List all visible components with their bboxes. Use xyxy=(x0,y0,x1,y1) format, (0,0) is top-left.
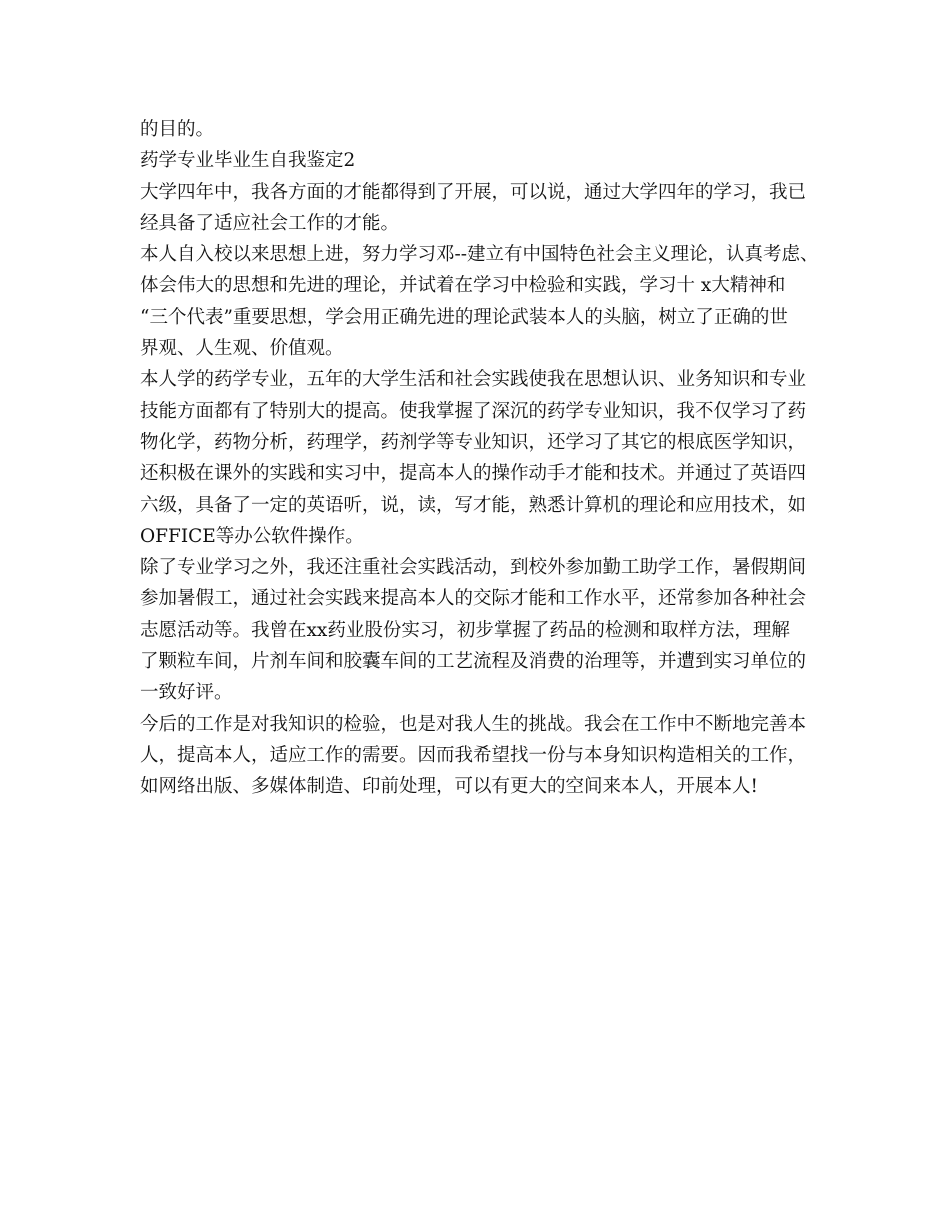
text-line: 参加暑假工，通过社会实践来提高本人的交际才能和工作水平，还常参加各种社会 xyxy=(140,588,807,610)
text-line: 大学四年中，我各方面的才能都得到了开展，可以说，通过大学四年的学习，我已 xyxy=(140,181,807,203)
text-line: 人，提高本人，适应工作的需要。因而我希望找一份与本身知识构造相关的工作， xyxy=(140,744,807,766)
text-line: 志愿活动等。我曾在xx药业股份实习，初步掌握了药品的检测和取样方法，理解 xyxy=(140,619,790,641)
text-line: 还积极在课外的实践和实习中，提高本人的操作动手才能和技术。并通过了英语四 xyxy=(140,463,807,485)
text-line: “三个代表”重要思想，学会用正确先进的理论武装本人的头脑，树立了正确的世 xyxy=(140,306,788,328)
document-body xyxy=(140,114,830,803)
text-line: 除了专业学习之外，我还注重社会实践活动，到校外参加勤工助学工作，暑假期间 xyxy=(140,557,807,579)
text-line: 的目的。 xyxy=(140,119,215,140)
text-line: 体会伟大的思想和先进的理论，并试着在学习中检验和实践，学习十 x大精神和 xyxy=(140,275,786,297)
text-line: 今后的工作是对我知识的检验，也是对我人生的挑战。我会在工作中不断地完善本 xyxy=(140,713,807,735)
text-line: 本人自入校以来思想上进，努力学习邓--建立有中国特色社会主义理论，认真考虑、 xyxy=(140,244,819,266)
text-line: OFFICE等办公软件操作。 xyxy=(140,525,364,547)
text-line: 本人学的药学专业，五年的大学生活和社会实践使我在思想认识、业务知识和专业 xyxy=(140,369,807,391)
text-line: 物化学，药物分析，药理学，药剂学等专业知识，还学习了其它的根底医学知识， xyxy=(140,431,807,453)
text-line: 如网络出版、多媒体制造、印前处理，可以有更大的空间来本人，开展本人! xyxy=(140,776,758,798)
text-line: 一致好评。 xyxy=(140,682,233,704)
section-heading: 药学专业毕业生自我鉴定2 xyxy=(140,150,356,172)
text-line: 技能方面都有了特别大的提高。使我掌握了深沉的药学专业知识，我不仅学习了药 xyxy=(140,400,807,422)
text-line: 了颗粒车间，片剂车间和胶囊车间的工艺流程及消费的治理等，并遭到实习单位的 xyxy=(140,651,807,673)
text-line: 界观、人生观、价值观。 xyxy=(140,338,344,360)
text-line: 经具备了适应社会工作的才能。 xyxy=(140,212,400,234)
text-line: 六级，具备了一定的英语听，说，读，写才能，熟悉计算机的理论和应用技术，如 xyxy=(140,494,807,516)
